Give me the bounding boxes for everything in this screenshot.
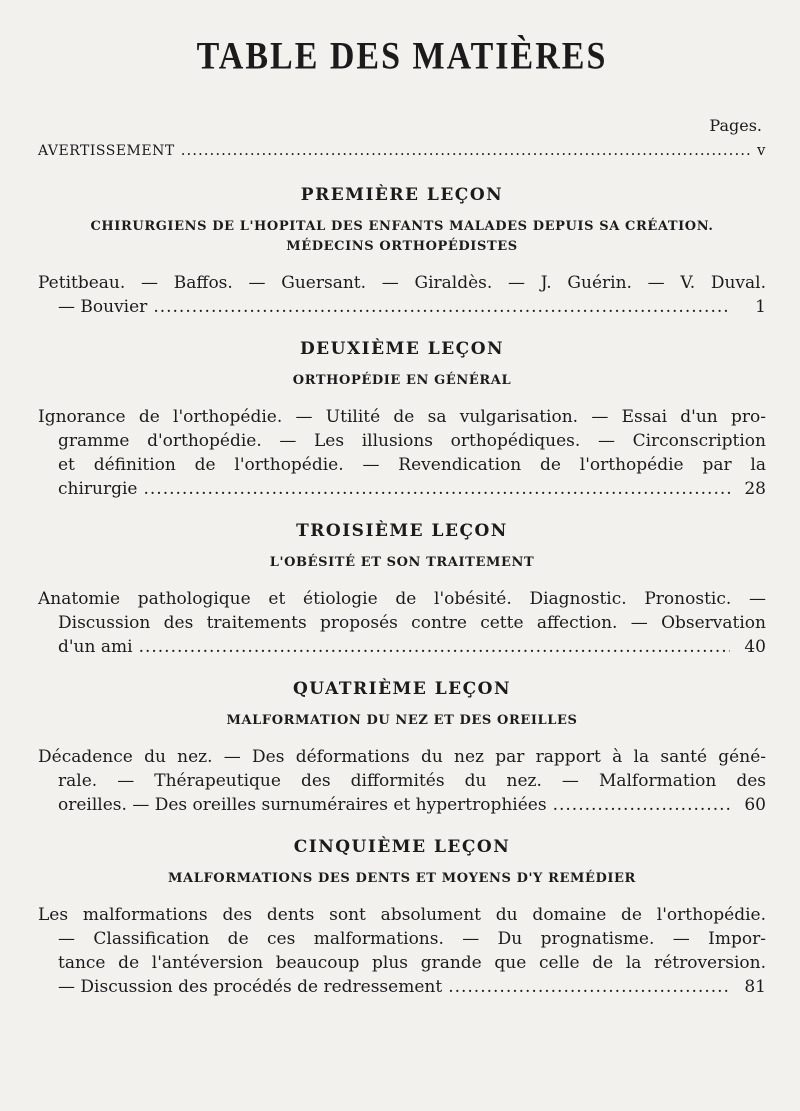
pages-column-header: Pages. — [709, 116, 762, 135]
lecon-heading: PREMIÈRE LEÇON — [300, 185, 504, 205]
toc-entry — [38, 271, 766, 319]
toc-entry — [38, 587, 766, 659]
table-of-contents-page — [38, 28, 766, 1019]
entry-text-line: d'un ami — [58, 637, 133, 657]
dot-leader — [153, 295, 730, 319]
entry-text-line: Petitbeau. — Baffos. — Guersant. — Giraldès. — J. Guérin. — V. Duval. — [38, 273, 766, 293]
entry-text-line: chirurgie — [58, 479, 138, 499]
entry-text-line: — Bouvier — [58, 297, 148, 317]
lecon-subtitle — [38, 711, 766, 731]
entry-last-line — [38, 793, 766, 817]
lecon-heading: CINQUIÈME LEÇON — [293, 837, 511, 857]
entry-text-line: Ignorance de l'orthopédie. — Utilité de sa vulgarisation. — Essai d'un pro- — [38, 407, 766, 427]
entry-text-line: — Classification de ces malformations. — Du prognatisme. — Impor- — [58, 929, 766, 949]
lecon-subtitle — [38, 869, 766, 889]
lecon-5 — [38, 837, 766, 999]
entry-text-line: oreilles. — Des oreilles surnuméraires et hypertrophiées — [58, 795, 547, 815]
entry-text-line: Anatomie pathologique et étiologie de l'obésité. Diagnostic. Pronostic. — — [38, 589, 766, 609]
subtitle-line: MALFORMATION DU NEZ ET DES OREILLES — [226, 713, 578, 728]
entry-page: 40 — [744, 637, 766, 657]
lecon-subtitle — [38, 217, 766, 257]
entry-text-line: — Discussion des procédés de redressement — [58, 977, 443, 997]
entry-last-line — [38, 295, 766, 319]
entry-last-line — [38, 477, 766, 501]
dot-leader — [448, 975, 730, 999]
page-title: TABLE DES MATIÈRES — [196, 35, 608, 78]
entry-page: v — [757, 141, 766, 159]
entry-page: 81 — [744, 977, 766, 997]
subtitle-line: MALFORMATIONS DES DENTS ET MOYENS D'Y REMÉDIER — [168, 871, 636, 886]
lecon-3 — [38, 521, 766, 659]
entry-page: 1 — [755, 297, 766, 317]
toc-entry-avertissement — [38, 141, 766, 159]
entry-text-line: Les malformations des dents sont absolument du domaine de l'orthopédie. — [38, 905, 766, 925]
entry-text-line: et définition de l'orthopédie. — Revendication de l'orthopédie par la — [58, 455, 766, 475]
entry-page: 60 — [744, 795, 766, 815]
entry-text-line: Décadence du nez. — Des déformations du nez par rapport à la santé géné- — [38, 747, 766, 767]
lecon-subtitle — [38, 371, 766, 391]
entry-last-line — [38, 635, 766, 659]
entry-text-line: tance de l'antéversion beaucoup plus grande que celle de la rétroversion. — [58, 953, 766, 973]
entry-text-line: gramme d'orthopédie. — Les illusions orthopédiques. — Circonscription — [58, 431, 766, 451]
lecon-4 — [38, 679, 766, 817]
dot-leader — [181, 141, 751, 159]
subtitle-line: CHIRURGIENS DE L'HOPITAL DES ENFANTS MALADES DEPUIS SA CRÉATION. — [90, 219, 714, 234]
subtitle-line: MÉDECINS ORTHOPÉDISTES — [286, 239, 518, 254]
entry-text-line: Discussion des traitements proposés contre cette affection. — Observation — [58, 613, 766, 633]
dot-leader — [139, 635, 730, 659]
lecon-heading: QUATRIÈME LEÇON — [292, 679, 512, 699]
lecon-2 — [38, 339, 766, 501]
subtitle-line: ORTHOPÉDIE EN GÉNÉRAL — [292, 373, 512, 388]
entry-text-line: rale. — Thérapeutique des difformités du nez. — Malformation des — [58, 771, 766, 791]
toc-entry — [38, 903, 766, 999]
toc-entry — [38, 745, 766, 817]
lecon-heading: DEUXIÈME LEÇON — [299, 339, 505, 359]
dot-leader — [553, 793, 730, 817]
lecon-heading: TROISIÈME LEÇON — [296, 521, 508, 541]
lecon-1 — [38, 185, 766, 319]
toc-entry — [38, 405, 766, 501]
entry-last-line — [38, 975, 766, 999]
subtitle-line: L'OBÉSITÉ ET SON TRAITEMENT — [269, 555, 535, 570]
lecon-subtitle — [38, 553, 766, 573]
entry-label: AVERTISSEMENT — [38, 143, 175, 159]
entry-page: 28 — [744, 479, 766, 499]
dot-leader — [144, 477, 731, 501]
